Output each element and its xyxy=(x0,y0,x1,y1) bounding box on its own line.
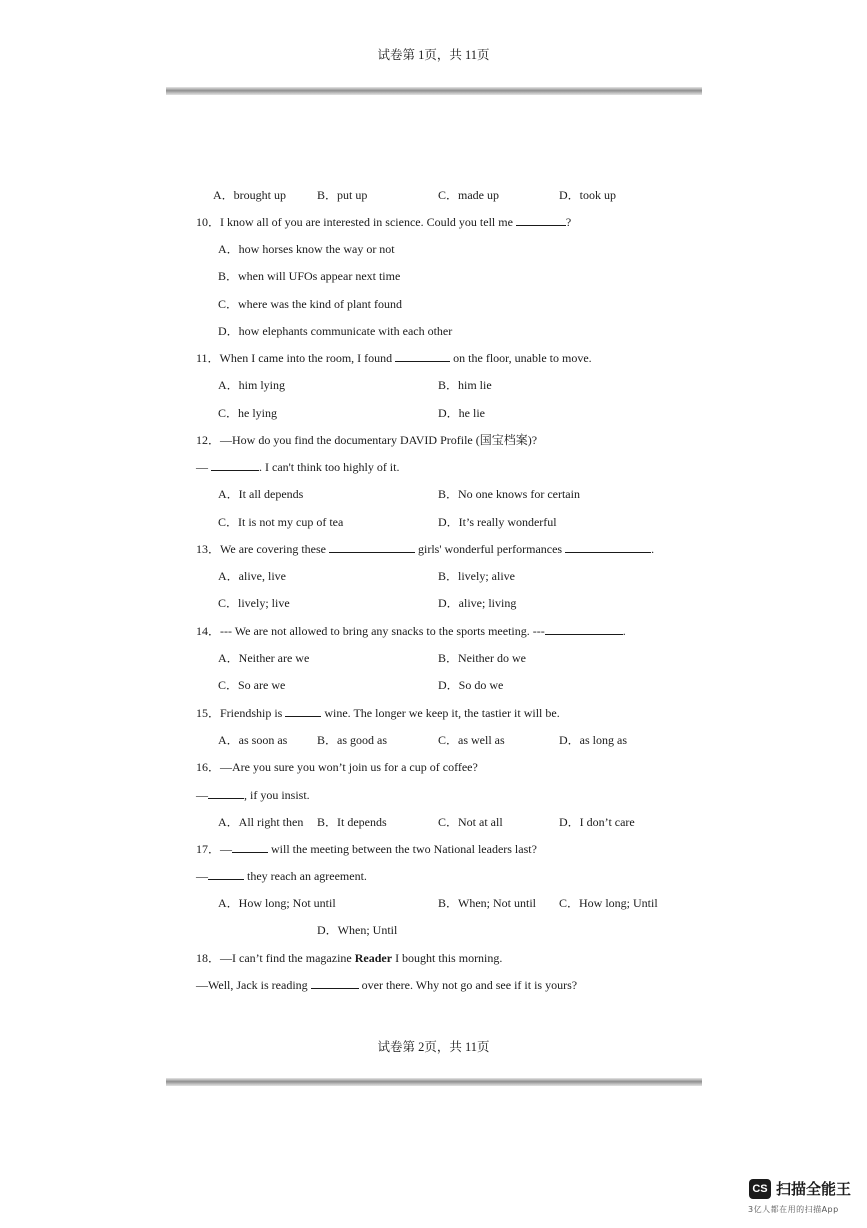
q16-reply-dash: — xyxy=(196,788,208,802)
q18-stem xyxy=(196,950,502,966)
answer-blank xyxy=(232,841,268,853)
q9-option-a: A．brought up xyxy=(213,188,286,202)
q12-reply xyxy=(196,459,399,475)
q12-option-c: C．It is not my cup of tea xyxy=(218,515,344,529)
q11-option-b: B．him lie xyxy=(438,378,492,392)
q12-stem: 12．—How do you find the documentary DAVID Profile (国宝档案)? xyxy=(196,433,538,447)
q16-option-b: B．It depends xyxy=(317,815,387,829)
q18-reply-text: —Well, Jack is reading xyxy=(196,978,308,992)
answer-blank xyxy=(516,214,566,226)
answer-blank xyxy=(565,541,651,553)
q18-stem-end: I bought this morning. xyxy=(392,951,503,965)
q11-option-c: C．he lying xyxy=(218,406,277,420)
q10-option-b: B．when will UFOs appear next time xyxy=(218,269,401,283)
q15-stem xyxy=(196,705,560,721)
answer-blank xyxy=(285,705,321,717)
q15-option-d: D．as long as xyxy=(559,733,627,747)
q14-option-b: B．Neither do we xyxy=(438,651,526,665)
q11-option-d: D．he lie xyxy=(438,406,485,420)
answer-blank xyxy=(329,541,415,553)
q14-stem-end: . xyxy=(622,624,626,638)
q14-stem-mid: --- xyxy=(532,624,545,638)
q11-stem xyxy=(196,350,592,366)
q15-stem-text: 15．Friendship is xyxy=(196,706,283,720)
q13-option-a: A．alive, live xyxy=(218,569,286,583)
q12-reply-text: . I can't think too highly of it. xyxy=(259,460,400,474)
q14-option-c: C．So are we xyxy=(218,678,286,692)
q11-option-a: A．him lying xyxy=(218,378,286,392)
q13-option-c: C．lively; live xyxy=(218,596,290,610)
q10-option-c: C．where was the kind of plant found xyxy=(218,297,402,311)
q15-option-c: C．as well as xyxy=(438,733,505,747)
q17-stem-end: will the meeting between the two National leaders last? xyxy=(271,842,537,856)
q10-option-d: D．how elephants communicate with each other xyxy=(218,324,453,338)
camscanner-logo-icon: CS xyxy=(749,1179,771,1199)
q17-reply-dash: — xyxy=(196,869,208,883)
q11-stem-text: 11．When I came into the room, I found xyxy=(196,351,393,365)
page-divider-bottom xyxy=(166,1078,702,1086)
q10-stem-end: ? xyxy=(565,215,572,229)
q16-reply-text: , if you insist. xyxy=(244,788,310,802)
q16-stem: 16．—Are you sure you won’t join us for a cup of coffee? xyxy=(196,760,478,774)
watermark-app-name: 扫描全能王 xyxy=(776,1180,852,1198)
q16-option-d: D．I don’t care xyxy=(559,815,635,829)
q17-option-a: A．How long; Not until xyxy=(218,896,336,910)
watermark-tagline: 3亿人都在用的扫描App xyxy=(748,1205,839,1214)
answer-blank xyxy=(545,623,623,635)
answer-blank xyxy=(311,977,359,989)
page-footer-2: 试卷第 2页，共 11页 xyxy=(377,1040,490,1054)
q17-stem xyxy=(196,841,537,857)
q12-option-a: A．It all depends xyxy=(218,487,304,501)
q13-stem xyxy=(196,541,654,557)
answer-blank xyxy=(208,868,244,880)
page-divider-top xyxy=(166,87,702,95)
q17-option-c: C．How long; Until xyxy=(559,896,658,910)
q16-reply xyxy=(196,787,310,803)
q12-option-d: D．It’s really wonderful xyxy=(438,515,557,529)
q9-option-d: D．took up xyxy=(559,188,617,202)
q18-stem-text: 18．—I can’t find the magazine xyxy=(196,951,355,965)
q14-stem-text: 14．--- We are not allowed to bring any snacks to the sports meeting. xyxy=(196,624,530,638)
q14-option-a: A．Neither are we xyxy=(218,651,310,665)
q17-option-d: D．When; Until xyxy=(317,923,398,937)
q15-stem-end: wine. The longer we keep it, the tastier it will be. xyxy=(324,706,560,720)
q13-stem-text: 13．We are covering these xyxy=(196,542,326,556)
q9-option-c: C．made up xyxy=(438,188,499,202)
q16-option-c: C．Not at all xyxy=(438,815,503,829)
q18-reply xyxy=(196,977,577,993)
answer-blank xyxy=(211,459,259,471)
answer-blank xyxy=(208,787,244,799)
q13-stem-end: . xyxy=(651,542,655,556)
q10-option-a: A．how horses know the way or not xyxy=(218,242,395,256)
q13-option-d: D．alive; living xyxy=(438,596,517,610)
q10-stem-text: 10．I know all of you are interested in science. Could you tell me xyxy=(196,215,513,229)
q18-reply-end: over there. Why not go and see if it is yours? xyxy=(361,978,578,992)
q15-option-b: B．as good as xyxy=(317,733,387,747)
q11-stem-end: on the floor, unable to move. xyxy=(453,351,592,365)
q18-stem-bold: Reader xyxy=(354,951,393,965)
q17-stem-text: 17．— xyxy=(196,842,233,856)
q15-option-a: A．as soon as xyxy=(218,733,288,747)
q14-stem xyxy=(196,623,626,639)
q10-stem xyxy=(196,214,571,230)
q12-option-b: B．No one knows for certain xyxy=(438,487,580,501)
q16-option-a: A．All right then xyxy=(218,815,304,829)
q13-option-b: B．lively; alive xyxy=(438,569,515,583)
q13-stem-mid: girls' wonderful performances xyxy=(417,542,563,556)
q17-reply-text: they reach an agreement. xyxy=(247,869,367,883)
answer-blank xyxy=(395,350,450,362)
q17-reply xyxy=(196,868,367,884)
q14-option-d: D．So do we xyxy=(438,678,504,692)
q12-reply-dash: — xyxy=(196,460,208,474)
page-footer-1: 试卷第 1页，共 11页 xyxy=(377,48,490,62)
q17-option-b: B．When; Not until xyxy=(438,896,536,910)
q9-option-b: B．put up xyxy=(317,188,368,202)
